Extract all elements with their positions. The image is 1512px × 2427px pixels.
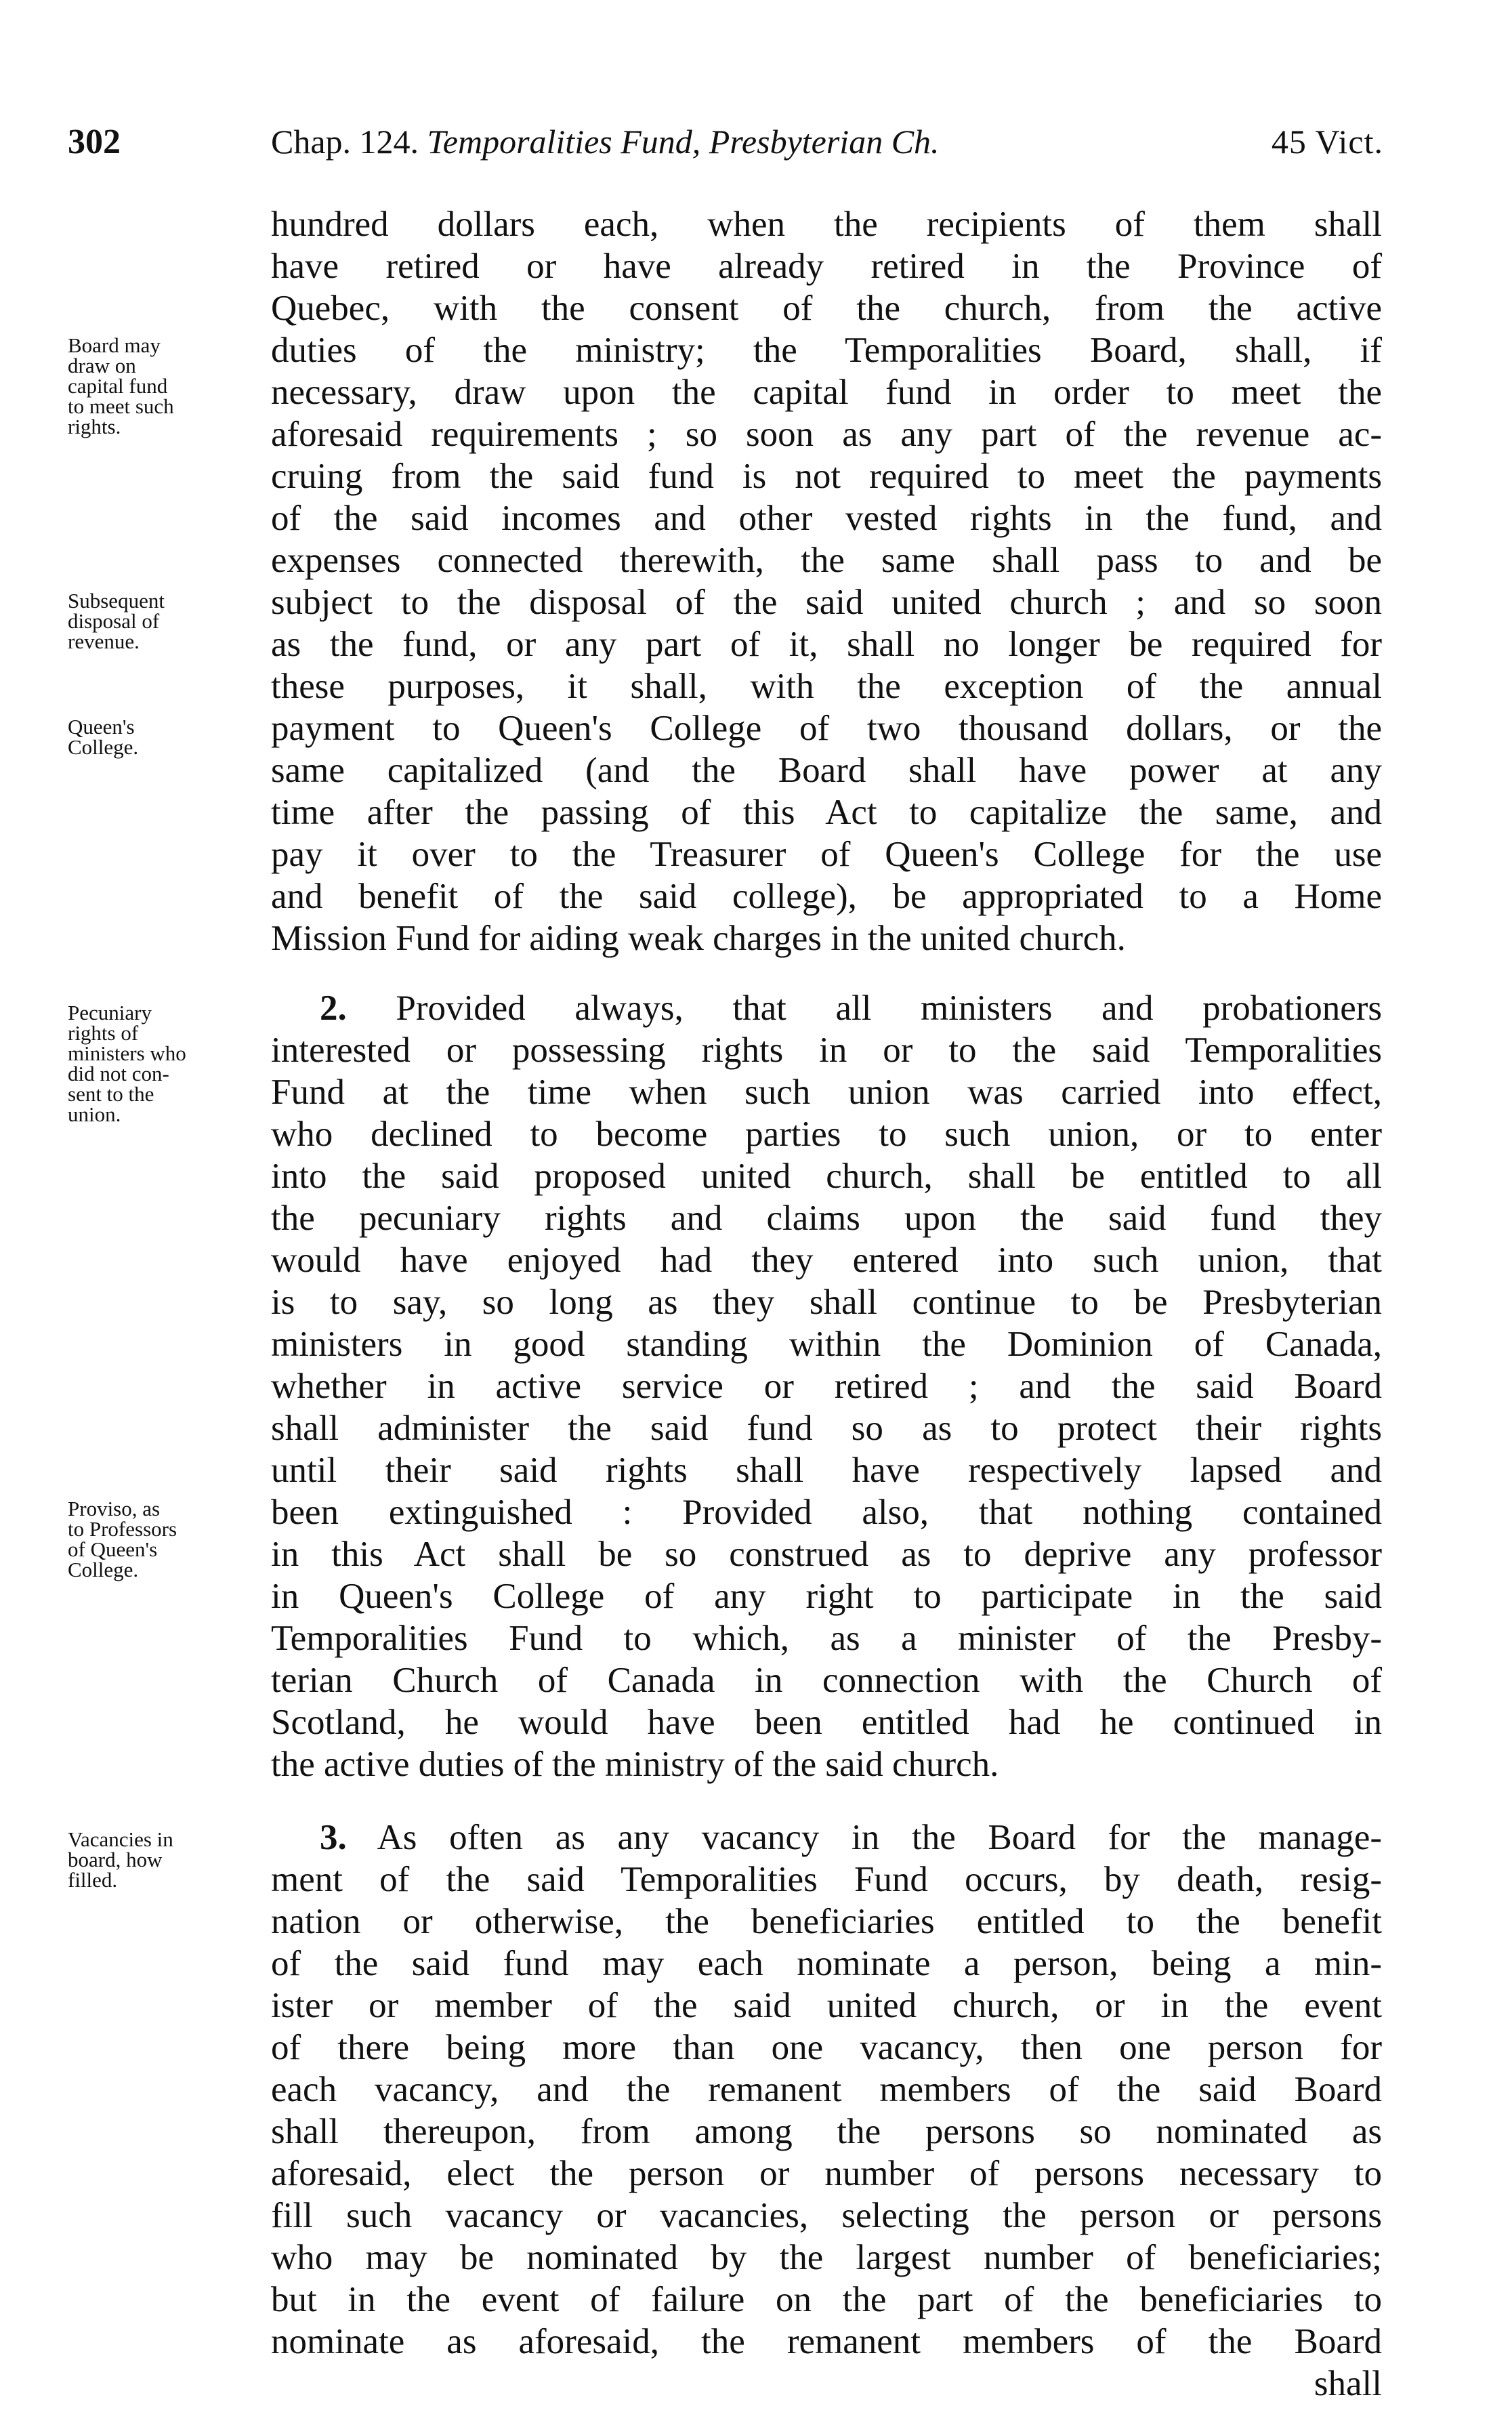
marginal-note-line: rights of bbox=[68, 1021, 139, 1045]
text-line: As often as any vacancy in the Board for the manage- bbox=[377, 1818, 1383, 1857]
section-number: 3. bbox=[320, 1818, 347, 1857]
text-line: the active duties of the ministry of the said church. bbox=[271, 1745, 999, 1784]
text-line: of there being more than one vacancy, then one person for bbox=[271, 2028, 1382, 2067]
marginal-note-line: ministers who bbox=[68, 1041, 186, 1065]
marginal-note-line: draw on bbox=[68, 354, 136, 377]
marginal-note-line: to Professors bbox=[68, 1517, 177, 1541]
text-line: time after the passing of this Act to capitalize the same, and bbox=[271, 793, 1382, 832]
marginal-note-line: Board may bbox=[68, 333, 161, 357]
marginal-note-pecuniary-rights bbox=[68, 1003, 264, 1125]
marginal-note-line: did not con- bbox=[68, 1062, 169, 1085]
text-line: payment to Queen's College of two thousand dollars, or the bbox=[271, 709, 1382, 748]
section-first-line bbox=[271, 987, 1382, 1029]
text-line: shall thereupon, from among the persons so nominated as bbox=[271, 2112, 1382, 2151]
text-line: hundred dollars each, when the recipients of them shall bbox=[271, 205, 1382, 244]
text-line: ment of the said Temporalities Fund occurs, by death, resig- bbox=[271, 1860, 1382, 1899]
text-line: Scotland, he would have been entitled had he continued in bbox=[271, 1703, 1382, 1742]
marginal-note-line: Vacancies in bbox=[68, 1827, 173, 1851]
text-line: shall administer the said fund so as to protect their rights bbox=[271, 1409, 1382, 1448]
text-line: necessary, draw upon the capital fund in order to meet the bbox=[271, 373, 1382, 412]
text-line: nominate as aforesaid, the remanent members of the Board bbox=[271, 2322, 1382, 2361]
marginal-note-line: disposal of bbox=[68, 609, 160, 633]
text-line: until their said rights shall have respectively lapsed and bbox=[271, 1451, 1382, 1490]
marginal-note-line: College. bbox=[68, 735, 139, 759]
text-line: is to say, so long as they shall continue to be Presbyterian bbox=[271, 1283, 1382, 1322]
text-line: Provided always, that all ministers and probationers bbox=[396, 989, 1382, 1028]
chapter-number: Chap. 124. bbox=[271, 123, 419, 161]
marginal-note-line: Subsequent bbox=[68, 589, 165, 613]
marginal-note-line: to meet such bbox=[68, 394, 174, 418]
text-line: each vacancy, and the remanent members of the said Board bbox=[271, 2070, 1382, 2109]
text-line: but in the event of failure on the part of the beneficiaries to bbox=[271, 2280, 1382, 2319]
marginal-note-line: union. bbox=[68, 1102, 121, 1126]
text-line: of the said fund may each nominate a person, being a min- bbox=[271, 1944, 1382, 1983]
text-line: these purposes, it shall, with the exception of the annual bbox=[271, 667, 1382, 706]
text-line: and benefit of the said college), be appropriated to a Home bbox=[271, 877, 1382, 916]
short-title: Temporalities Fund, Presbyterian Ch. bbox=[427, 123, 940, 161]
paragraph-continuation bbox=[271, 203, 1382, 959]
text-line: Quebec, with the consent of the church, from the active bbox=[271, 289, 1382, 328]
section-number: 2. bbox=[320, 989, 347, 1028]
text-line: whether in active service or retired ; and the said Board bbox=[271, 1367, 1382, 1406]
marginal-note-line: rights. bbox=[68, 415, 121, 438]
text-line: in this Act shall be so construed as to deprive any professor bbox=[271, 1535, 1382, 1574]
text-line: Fund at the time when such union was carried into effect, bbox=[271, 1073, 1382, 1112]
marginal-note-line: board, how bbox=[68, 1848, 163, 1871]
text-line: as the fund, or any part of it, shall no longer be required for bbox=[271, 625, 1382, 664]
text-line: would have enjoyed had they entered into such union, that bbox=[271, 1241, 1382, 1280]
text-line: of the said incomes and other vested rights in the fund, and bbox=[271, 499, 1382, 538]
text-line: duties of the ministry; the Temporalities Board, shall, if bbox=[271, 331, 1382, 370]
text-line: in Queen's College of any right to participate in the said bbox=[271, 1577, 1382, 1616]
text-line: aforesaid requirements ; so soon as any part of the revenue ac- bbox=[271, 415, 1382, 454]
text-line: who declined to become parties to such union, or to enter bbox=[271, 1115, 1382, 1154]
marginal-note-line: of Queen's bbox=[68, 1537, 158, 1561]
marginal-note-line: Queen's bbox=[68, 715, 135, 739]
catchword: shall bbox=[1314, 2364, 1382, 2403]
section-3 bbox=[271, 1817, 1382, 2405]
text-line: Mission Fund for aiding weak charges in the united church. bbox=[271, 919, 1126, 958]
marginal-note-line: revenue. bbox=[68, 629, 140, 653]
text-line: same capitalized (and the Board shall have power at any bbox=[271, 751, 1382, 790]
marginal-note-vacancies bbox=[68, 1829, 264, 1890]
section-first-line bbox=[271, 1817, 1382, 1859]
marginal-note-line: sent to the bbox=[68, 1082, 154, 1106]
text-line: been extinguished : Provided also, that nothing contained bbox=[271, 1493, 1382, 1532]
text-line: interested or possessing rights in or to the said Temporalities bbox=[271, 1031, 1382, 1070]
marginal-note-queens-college bbox=[68, 717, 264, 758]
marginal-note-line: filled. bbox=[68, 1868, 118, 1892]
text-line: aforesaid, elect the person or number of persons necessary to bbox=[271, 2154, 1382, 2193]
marginal-note-proviso-professors bbox=[68, 1499, 264, 1580]
text-line: terian Church of Canada in connection with the Church of bbox=[271, 1661, 1382, 1700]
running-title bbox=[271, 122, 940, 161]
text-line: subject to the disposal of the said united church ; and so soon bbox=[271, 583, 1382, 622]
marginal-note-line: capital fund bbox=[68, 374, 168, 398]
page-number: 302 bbox=[68, 123, 121, 161]
text-line: into the said proposed united church, shall be entitled to all bbox=[271, 1157, 1382, 1196]
text-line: fill such vacancy or vacancies, selecting the person or persons bbox=[271, 2196, 1382, 2235]
marginal-note-line: College. bbox=[68, 1558, 139, 1581]
marginal-note-line: Proviso, as bbox=[68, 1497, 161, 1520]
marginal-note-subsequent-disposal bbox=[68, 591, 264, 652]
text-line: pay it over to the Treasurer of Queen's College for the use bbox=[271, 835, 1382, 874]
text-line: nation or otherwise, the beneficiaries entitled to the benefit bbox=[271, 1902, 1382, 1941]
text-line: cruing from the said fund is not required to meet the payments bbox=[271, 457, 1382, 496]
text-line: who may be nominated by the largest number of beneficiaries; bbox=[271, 2238, 1382, 2277]
text-line: Temporalities Fund to which, as a minister of the Presby- bbox=[271, 1619, 1382, 1658]
text-line: expenses connected therewith, the same shall pass to and be bbox=[271, 541, 1382, 580]
text-line: ministers in good standing within the Dominion of Canada, bbox=[271, 1325, 1382, 1364]
marginal-note-board-may-draw bbox=[68, 335, 264, 437]
running-header bbox=[0, 122, 1512, 176]
section-2 bbox=[271, 987, 1382, 1785]
marginal-note-line: Pecuniary bbox=[68, 1001, 152, 1024]
text-line: have retired or have already retired in the Province of bbox=[271, 247, 1382, 286]
text-line: ister or member of the said united church, or in the event bbox=[271, 1986, 1382, 2025]
text-line: the pecuniary rights and claims upon the said fund they bbox=[271, 1199, 1382, 1238]
session-label: 45 Vict. bbox=[1271, 123, 1383, 161]
